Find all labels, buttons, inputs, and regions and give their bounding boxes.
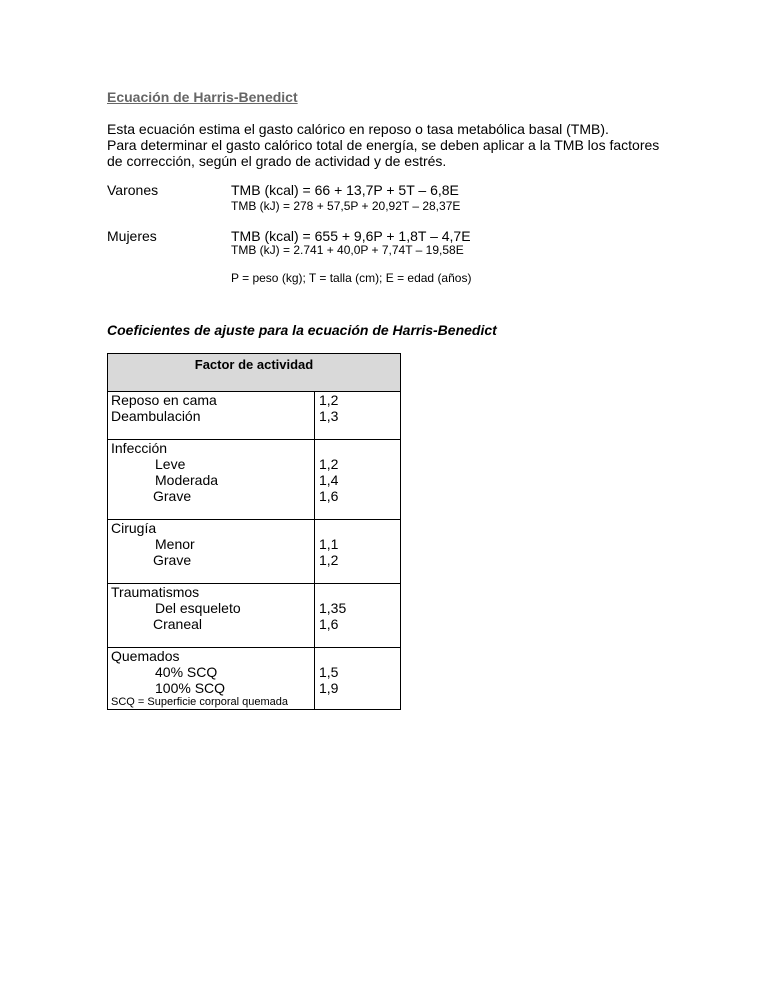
- factor-label: Grave: [153, 488, 192, 504]
- factor-label: Moderada: [155, 472, 219, 488]
- factor-value: 1,1: [319, 536, 339, 552]
- factor-value: 1,3: [319, 408, 339, 424]
- factor-label: Leve: [155, 456, 186, 472]
- factor-value: 1,5: [319, 664, 339, 680]
- factor-value: 1,6: [319, 488, 339, 504]
- intro-line: Para determinar el gasto calórico total de energía, se deben aplicar a la TMB los factores: [107, 137, 660, 153]
- factor-value-cell: [315, 648, 401, 710]
- table-row: [108, 392, 401, 440]
- factor-value-cell: [315, 440, 401, 520]
- table-row: [108, 648, 401, 710]
- factor-label-cell: [108, 584, 315, 648]
- factor-value: 1,9: [319, 680, 339, 696]
- factor-label-cell: [108, 440, 315, 520]
- women-label: Mujeres: [107, 228, 157, 244]
- factor-value: 1,2: [319, 552, 339, 568]
- coefficients-title: Coeficientes de ajuste para la ecuación de Harris-Benedict: [107, 322, 497, 338]
- women-kcal-equation: TMB (kcal) = 655 + 9,6P + 1,8T – 4,7E: [231, 228, 471, 244]
- factor-label-cell: [108, 520, 315, 584]
- factor-label: Deambulación: [111, 408, 201, 424]
- group-title: Traumatismos: [111, 584, 200, 600]
- factor-value: 1,6: [319, 616, 339, 632]
- table-row: [108, 440, 401, 520]
- group-title: Cirugía: [111, 520, 157, 536]
- factor-label-cell: [108, 392, 315, 440]
- factor-label: 100% SCQ: [155, 680, 226, 696]
- table-row: [108, 584, 401, 648]
- factor-value: 1,2: [319, 392, 339, 408]
- factor-value: 1,35: [319, 600, 347, 616]
- factor-value-cell: [315, 520, 401, 584]
- intro-line: Esta ecuación estima el gasto calórico en reposo o tasa metabólica basal (TMB).: [107, 121, 609, 137]
- factor-label: Craneal: [153, 616, 203, 632]
- factor-label: Grave: [153, 552, 192, 568]
- intro-paragraph: [107, 121, 727, 169]
- factor-value: 1,4: [319, 472, 339, 488]
- factor-value-cell: [315, 392, 401, 440]
- factor-label: Del esqueleto: [155, 600, 241, 616]
- factor-value-cell: [315, 584, 401, 648]
- table-row: [108, 520, 401, 584]
- factor-value: 1,2: [319, 456, 339, 472]
- factor-label: 40% SCQ: [155, 664, 218, 680]
- document-heading: Ecuación de Harris-Benedict: [107, 89, 298, 105]
- factor-label: Reposo en cama: [111, 392, 217, 408]
- group-title: Infección: [111, 440, 168, 456]
- women-kj-equation: TMB (kJ) = 2.741 + 40,0P + 7,74T – 19,58E: [231, 243, 464, 257]
- men-label: Varones: [107, 182, 159, 198]
- group-title: Quemados: [111, 648, 180, 664]
- table-footnote: SCQ = Superficie corporal quemada: [111, 696, 289, 708]
- factor-label-cell: [108, 648, 315, 710]
- men-kj-equation: TMB (kJ) = 278 + 57,5P + 20,92T – 28,37E: [231, 199, 461, 213]
- variables-legend: P = peso (kg); T = talla (cm); E = edad (años): [231, 271, 472, 285]
- factor-label: Menor: [155, 536, 195, 552]
- intro-line: de corrección, según el grado de actividad y de estrés.: [107, 153, 447, 169]
- men-kcal-equation: TMB (kcal) = 66 + 13,7P + 5T – 6,8E: [231, 182, 459, 198]
- table-header: Factor de actividad: [108, 354, 401, 392]
- activity-factor-table: [107, 353, 401, 710]
